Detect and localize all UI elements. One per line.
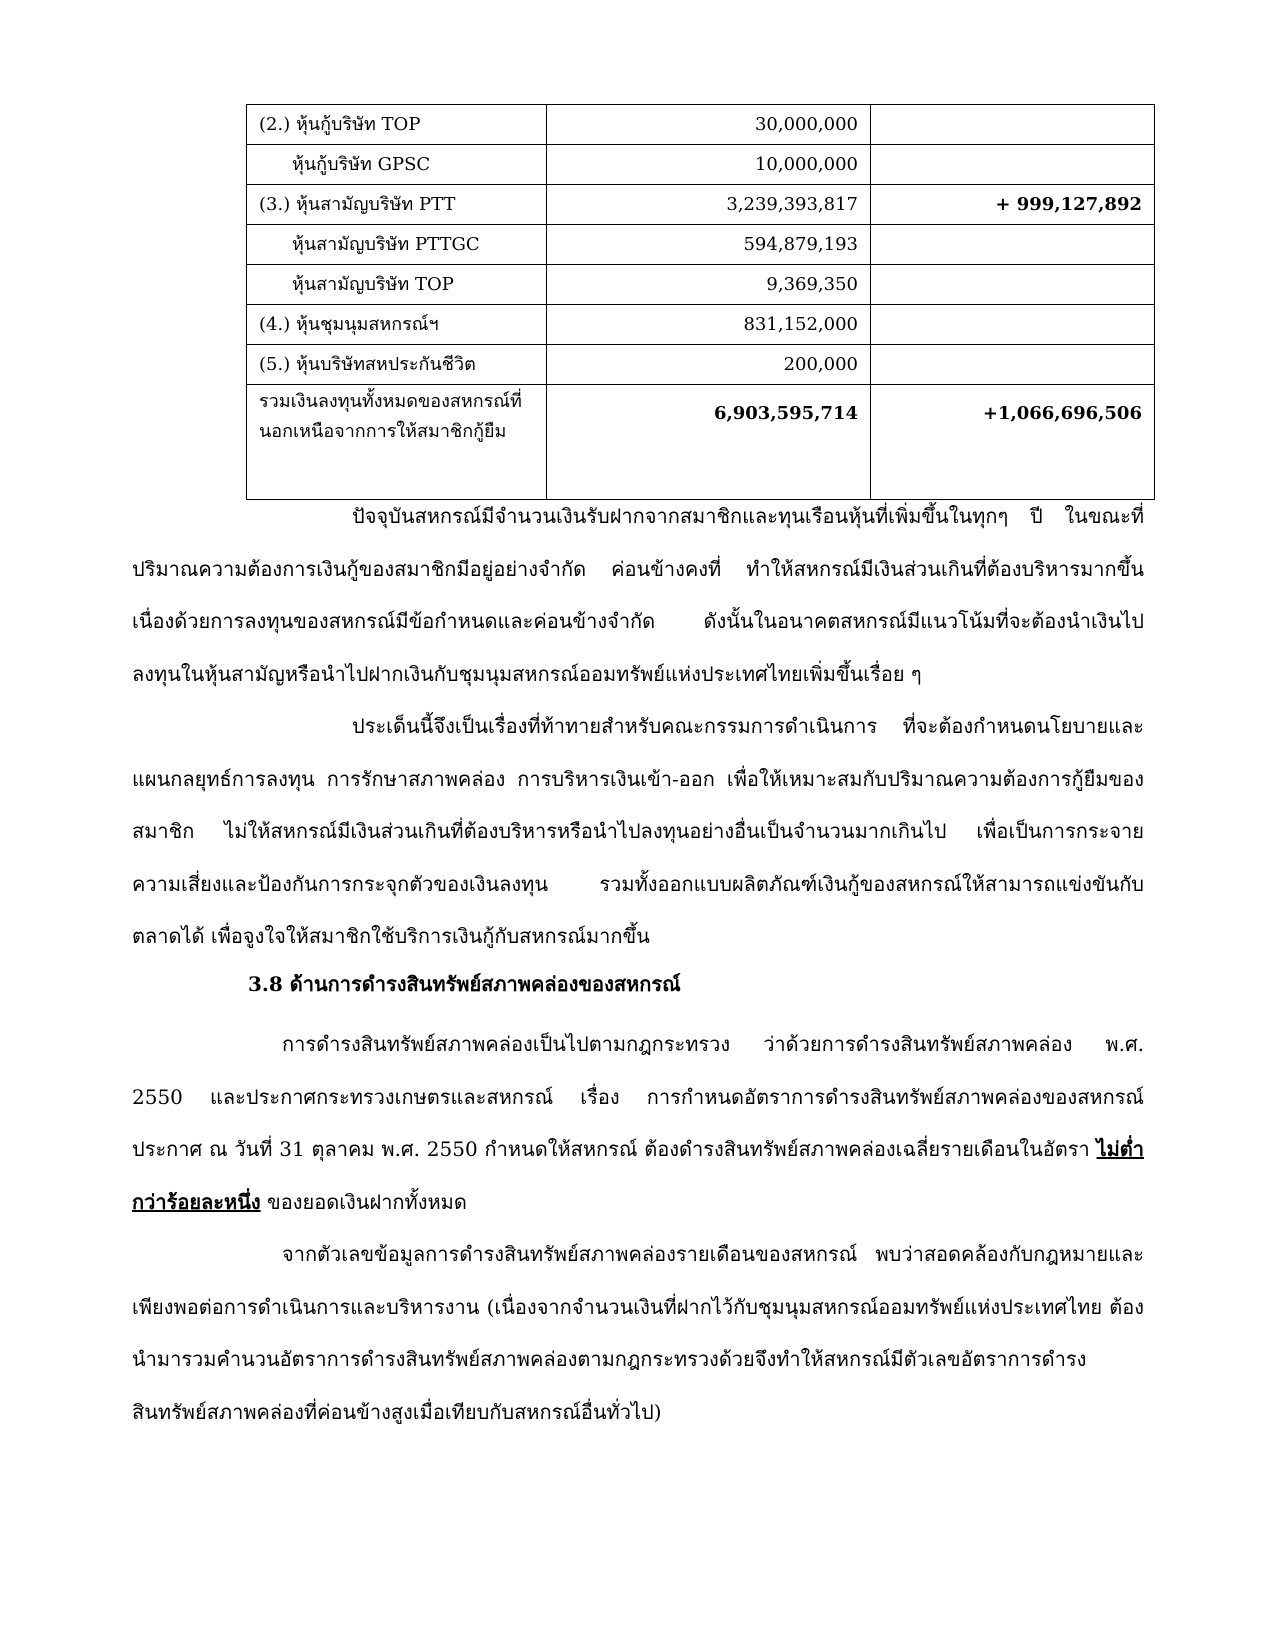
row-amount: 831,152,000 — [547, 305, 871, 345]
row-change — [871, 145, 1155, 185]
paragraph-challenge-text: ประเด็นนี้จึงเป็นเรื่องที่ท้าทายสำหรับคณะกรรมการดำเนินการ ที่จะต้องกำหนดนโยบายและแผนกลยุทธ์การลงทุน การรักษาสภาพคล่อง การบริหารเงินเข้า-ออก เพื่อให้เหมาะสมกับปริมาณความต้องการกู้ยืมของสมาชิก ไม่ให้สหกรณ์มีเงินส่วนเกินที่ต้องบริหารหรือนำไปลงทุนอย่างอื่นเป็นจำนวนมากเกินไป เพื่อเป็นการกระจายความเสี่ยงและป้องกันการกระจุกตัวของเงินลงทุน รวมทั้งออกแบบผลิตภัณฑ์เงินกู้ของสหกรณ์ให้สามารถแข่งขันกับตลาดได้ เพื่อจูงใจให้สมาชิกใช้บริการเงินกู้กับสหกรณ์มากขึ้น — [132, 714, 1144, 948]
row-amount: 200,000 — [547, 345, 871, 385]
investment-table — [246, 104, 1155, 500]
paragraph-liquidity-end: ของยอดเงินฝากทั้งหมด — [260, 1189, 467, 1214]
table-row — [247, 105, 1155, 145]
table-row — [247, 145, 1155, 185]
total-amount: 6,903,595,714 — [547, 385, 871, 500]
row-label: หุ้นกู้บริษัท GPSC — [247, 145, 547, 185]
table-row — [247, 345, 1155, 385]
row-amount: 9,369,350 — [547, 265, 871, 305]
table-row — [247, 305, 1155, 345]
paragraph-liquidity-text: การดำรงสินทรัพย์สภาพคล่องเป็นไปตามกฎกระทรวง ว่าด้วยการดำรงสินทรัพย์สภาพคล่อง พ.ศ. 2550 และประกาศกระทรวงเกษตรและสหกรณ์ เรื่อง การกำหนดอัตราการดำรงสินทรัพย์สภาพคล่องของสหกรณ์ ประกาศ ณ วันที่ 31 ตุลาคม พ.ศ. 2550 กำหนดให้สหกรณ์ ต้องดำรงสินทรัพย์สภาพคล่องเฉลี่ยรายเดือนในอัตรา — [132, 1032, 1144, 1161]
table-row — [247, 185, 1155, 225]
table-row — [247, 225, 1155, 265]
paragraph-surplus — [132, 490, 1144, 700]
table-row — [247, 265, 1155, 305]
row-amount: 594,879,193 — [547, 225, 871, 265]
paragraph-surplus-text: ปัจจุบันสหกรณ์มีจำนวนเงินรับฝากจากสมาชิกและทุนเรือนหุ้นที่เพิ่มขึ้นในทุกๆ ปี ในขณะที่ปริมาณความต้องการเงินกู้ของสมาชิกมีอยู่อย่างจำกัด ค่อนข้างคงที่ ทำให้สหกรณ์มีเงินส่วนเกินที่ต้องบริหารมากขึ้น เนื่องด้วยการลงทุนของสหกรณ์มีข้อกำหนดและค่อนข้างจำกัด ดังนั้นในอนาคตสหกรณ์มีแนวโน้มที่จะต้องนำเงินไปลงทุนในหุ้นสามัญหรือนำไปฝากเงินกับชุมนุมสหกรณ์ออมทรัพย์แห่งประเทศไทยเพิ่มขึ้นเรื่อย ๆ — [132, 504, 1144, 686]
paragraph-challenge — [132, 700, 1144, 963]
row-change — [871, 265, 1155, 305]
total-change: +1,066,696,506 — [871, 385, 1155, 500]
row-change — [871, 105, 1155, 145]
row-amount: 30,000,000 — [547, 105, 871, 145]
paragraph-liquidity-result — [132, 1228, 1144, 1438]
table-total-row — [247, 385, 1155, 500]
row-change — [871, 305, 1155, 345]
row-label: (2.) หุ้นกู้บริษัท TOP — [247, 105, 547, 145]
row-change — [871, 225, 1155, 265]
paragraph-result-text: จากตัวเลขข้อมูลการดำรงสินทรัพย์สภาพคล่องรายเดือนของสหกรณ์ พบว่าสอดคล้องกับกฎหมายและเพียงพอต่อการดำเนินการและบริหารงาน (เนื่องจากจำนวนเงินที่ฝากไว้กับชุมนุมสหกรณ์ออมทรัพย์แห่งประเทศไทย ต้องนำมารวมคำนวนอัตราการดำรงสินทรัพย์สภาพคล่องตามกฎกระทรวงด้วยจึงทำให้สหกรณ์มีตัวเลขอัตราการดำรงสินทรัพย์สภาพคล่องที่ค่อนข้างสูงเมื่อเทียบกับสหกรณ์อื่นทั่วไป) — [132, 1242, 1144, 1424]
row-amount: 10,000,000 — [547, 145, 871, 185]
section-heading: 3.8 ด้านการดำรงสินทรัพย์สภาพคล่องของสหกรณ์ — [248, 972, 681, 996]
paragraph-liquidity-rule — [132, 1018, 1144, 1228]
row-amount: 3,239,393,817 — [547, 185, 871, 225]
row-label: (4.) หุ้นชุมนุมสหกรณ์ฯ — [247, 305, 547, 345]
row-label: หุ้นสามัญบริษัท TOP — [247, 265, 547, 305]
row-label: หุ้นสามัญบริษัท PTTGC — [247, 225, 547, 265]
row-change: + 999,127,892 — [871, 185, 1155, 225]
total-label: รวมเงินลงทุนทั้งหมดของสหกรณ์ที่นอกเหนือจากการให้สมาชิกกู้ยืม — [247, 385, 547, 500]
emphasis-minimum-rate: ไม่ต่ำกว่าร้อยละหนึ่ง — [132, 1137, 1144, 1214]
row-label: (3.) หุ้นสามัญบริษัท PTT — [247, 185, 547, 225]
row-label: (5.) หุ้นบริษัทสหประกันชีวิต — [247, 345, 547, 385]
row-change — [871, 345, 1155, 385]
